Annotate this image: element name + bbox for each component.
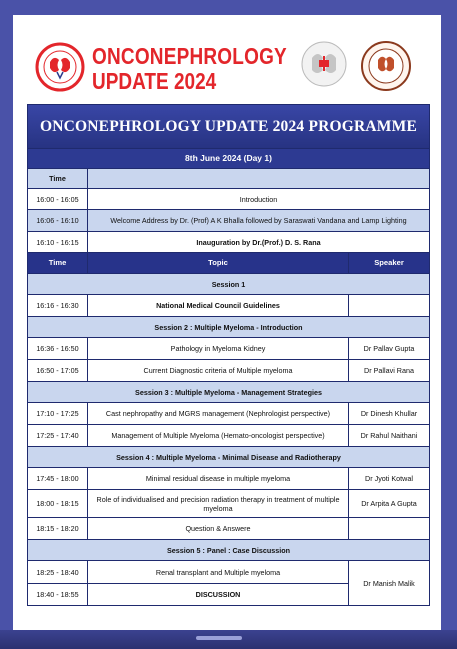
time-cell: 16:36 - 16:50	[28, 338, 88, 359]
session-title: Session 4 : Multiple Myeloma - Minimal Disease and Radiotherapy	[116, 452, 341, 462]
table-row	[28, 583, 349, 605]
table-row	[28, 231, 429, 252]
indian-society-nephrology-logo-icon	[360, 38, 412, 94]
hospital-logo-icon	[300, 40, 348, 88]
speaker-cell	[349, 295, 429, 316]
session-header	[28, 273, 429, 294]
time-cell: 16:00 - 16:05	[28, 189, 88, 209]
table-row	[28, 561, 349, 583]
brand-wordmark	[92, 44, 287, 95]
session-5-block	[28, 560, 429, 605]
time-cell: 16:16 - 16:30	[28, 295, 88, 316]
time-column-header: Time	[28, 253, 88, 273]
table-row	[28, 188, 429, 209]
topic-cell: Management of Multiple Myeloma (Hemato-oncologist perspective)	[88, 425, 349, 446]
time-cell: 18:25 - 18:40	[28, 561, 88, 583]
topic-cell: DISCUSSION	[195, 590, 241, 599]
speaker-cell-merged: Dr Manish Malik	[363, 578, 415, 588]
topic-column-header: Topic	[88, 253, 349, 273]
session-title: Session 3 : Multiple Myeloma - Management Strategies	[135, 387, 322, 397]
topic-cell: Current Diagnostic criteria of Multiple myeloma	[88, 360, 349, 381]
time-cell: 17:25 - 17:40	[28, 425, 88, 446]
time-cell: 16:10 - 16:15	[28, 232, 88, 252]
topic-cell: Question & Answere	[88, 518, 349, 539]
session-title: Session 5 : Panel : Case Discussion	[166, 545, 291, 555]
session-title: Session 1	[211, 279, 246, 289]
society-logo-icon	[35, 42, 85, 92]
time-cell: 16:06 - 16:10	[28, 210, 88, 231]
table-row	[28, 209, 429, 231]
brand-line-2: UPDATE 2024	[92, 69, 217, 95]
speaker-cell: Dr Dinesh Khullar	[360, 409, 418, 418]
time-header: Time	[28, 169, 88, 188]
session-header	[28, 446, 429, 467]
table-row	[28, 294, 429, 316]
table-row	[28, 517, 429, 539]
time-cell: 17:45 - 18:00	[28, 468, 88, 489]
time-cell: 18:40 - 18:55	[28, 584, 88, 605]
speaker-cell: Dr Pallav Gupta	[363, 344, 415, 353]
time-cell: 18:00 - 18:15	[28, 490, 88, 517]
table-row	[28, 359, 429, 381]
topic-cell: Role of individualised and precision radiation therapy in treatment of multiple myeloma	[88, 490, 349, 517]
time-cell: 16:50 - 17:05	[28, 360, 88, 381]
time-cell: 17:10 - 17:25	[28, 403, 88, 424]
time-cell: 18:15 - 18:20	[28, 518, 88, 539]
table-row	[28, 402, 429, 424]
topic-header-empty	[88, 169, 429, 188]
table-row	[28, 424, 429, 446]
topic-cell: Minimal residual disease in multiple myeloma	[88, 468, 349, 489]
speaker-cell: Dr Jyoti Kotwal	[365, 474, 413, 483]
topic-cell: Pathology in Myeloma Kidney	[88, 338, 349, 359]
day-label: 8th June 2024 (Day 1)	[185, 153, 272, 164]
table-row	[28, 337, 429, 359]
brand-line-1: ONCONEPHROLOGY	[92, 44, 287, 70]
speaker-cell	[349, 518, 429, 539]
topic-cell: Cast nephropathy and MGRS management (Nephrologist perspective)	[88, 403, 349, 424]
programme-table	[27, 104, 430, 606]
topic-cell: Welcome Address by Dr. (Prof) A K Bhalla followed by Saraswati Vandana and Lamp Lighting	[110, 216, 407, 225]
topic-cell: Renal transplant and Multiple myeloma	[155, 567, 281, 577]
speaker-cell: Dr Pallavi Rana	[364, 366, 414, 375]
day-header	[28, 148, 429, 168]
intro-header-row	[28, 168, 429, 188]
session-header	[28, 539, 429, 560]
speaker-cell: Dr Arpita A Gupta	[361, 499, 417, 508]
table-row	[28, 467, 429, 489]
scroll-handle[interactable]	[196, 636, 242, 640]
session-header	[28, 381, 429, 402]
session-header	[28, 316, 429, 337]
session-title: Session 2 : Multiple Myeloma - Introduction	[154, 322, 303, 332]
table-row	[28, 489, 429, 517]
topic-cell: Inauguration by Dr.(Prof.) D. S. Rana	[196, 237, 321, 247]
topic-cell: Introduction	[239, 194, 278, 204]
programme-title: ONCONEPHROLOGY UPDATE 2024 PROGRAMME	[28, 105, 429, 148]
column-header-row	[28, 252, 429, 273]
speaker-cell: Dr Rahul Naithani	[360, 431, 418, 440]
topic-cell: National Medical Council Guidelines	[88, 295, 349, 316]
speaker-column-header: Speaker	[374, 258, 404, 268]
